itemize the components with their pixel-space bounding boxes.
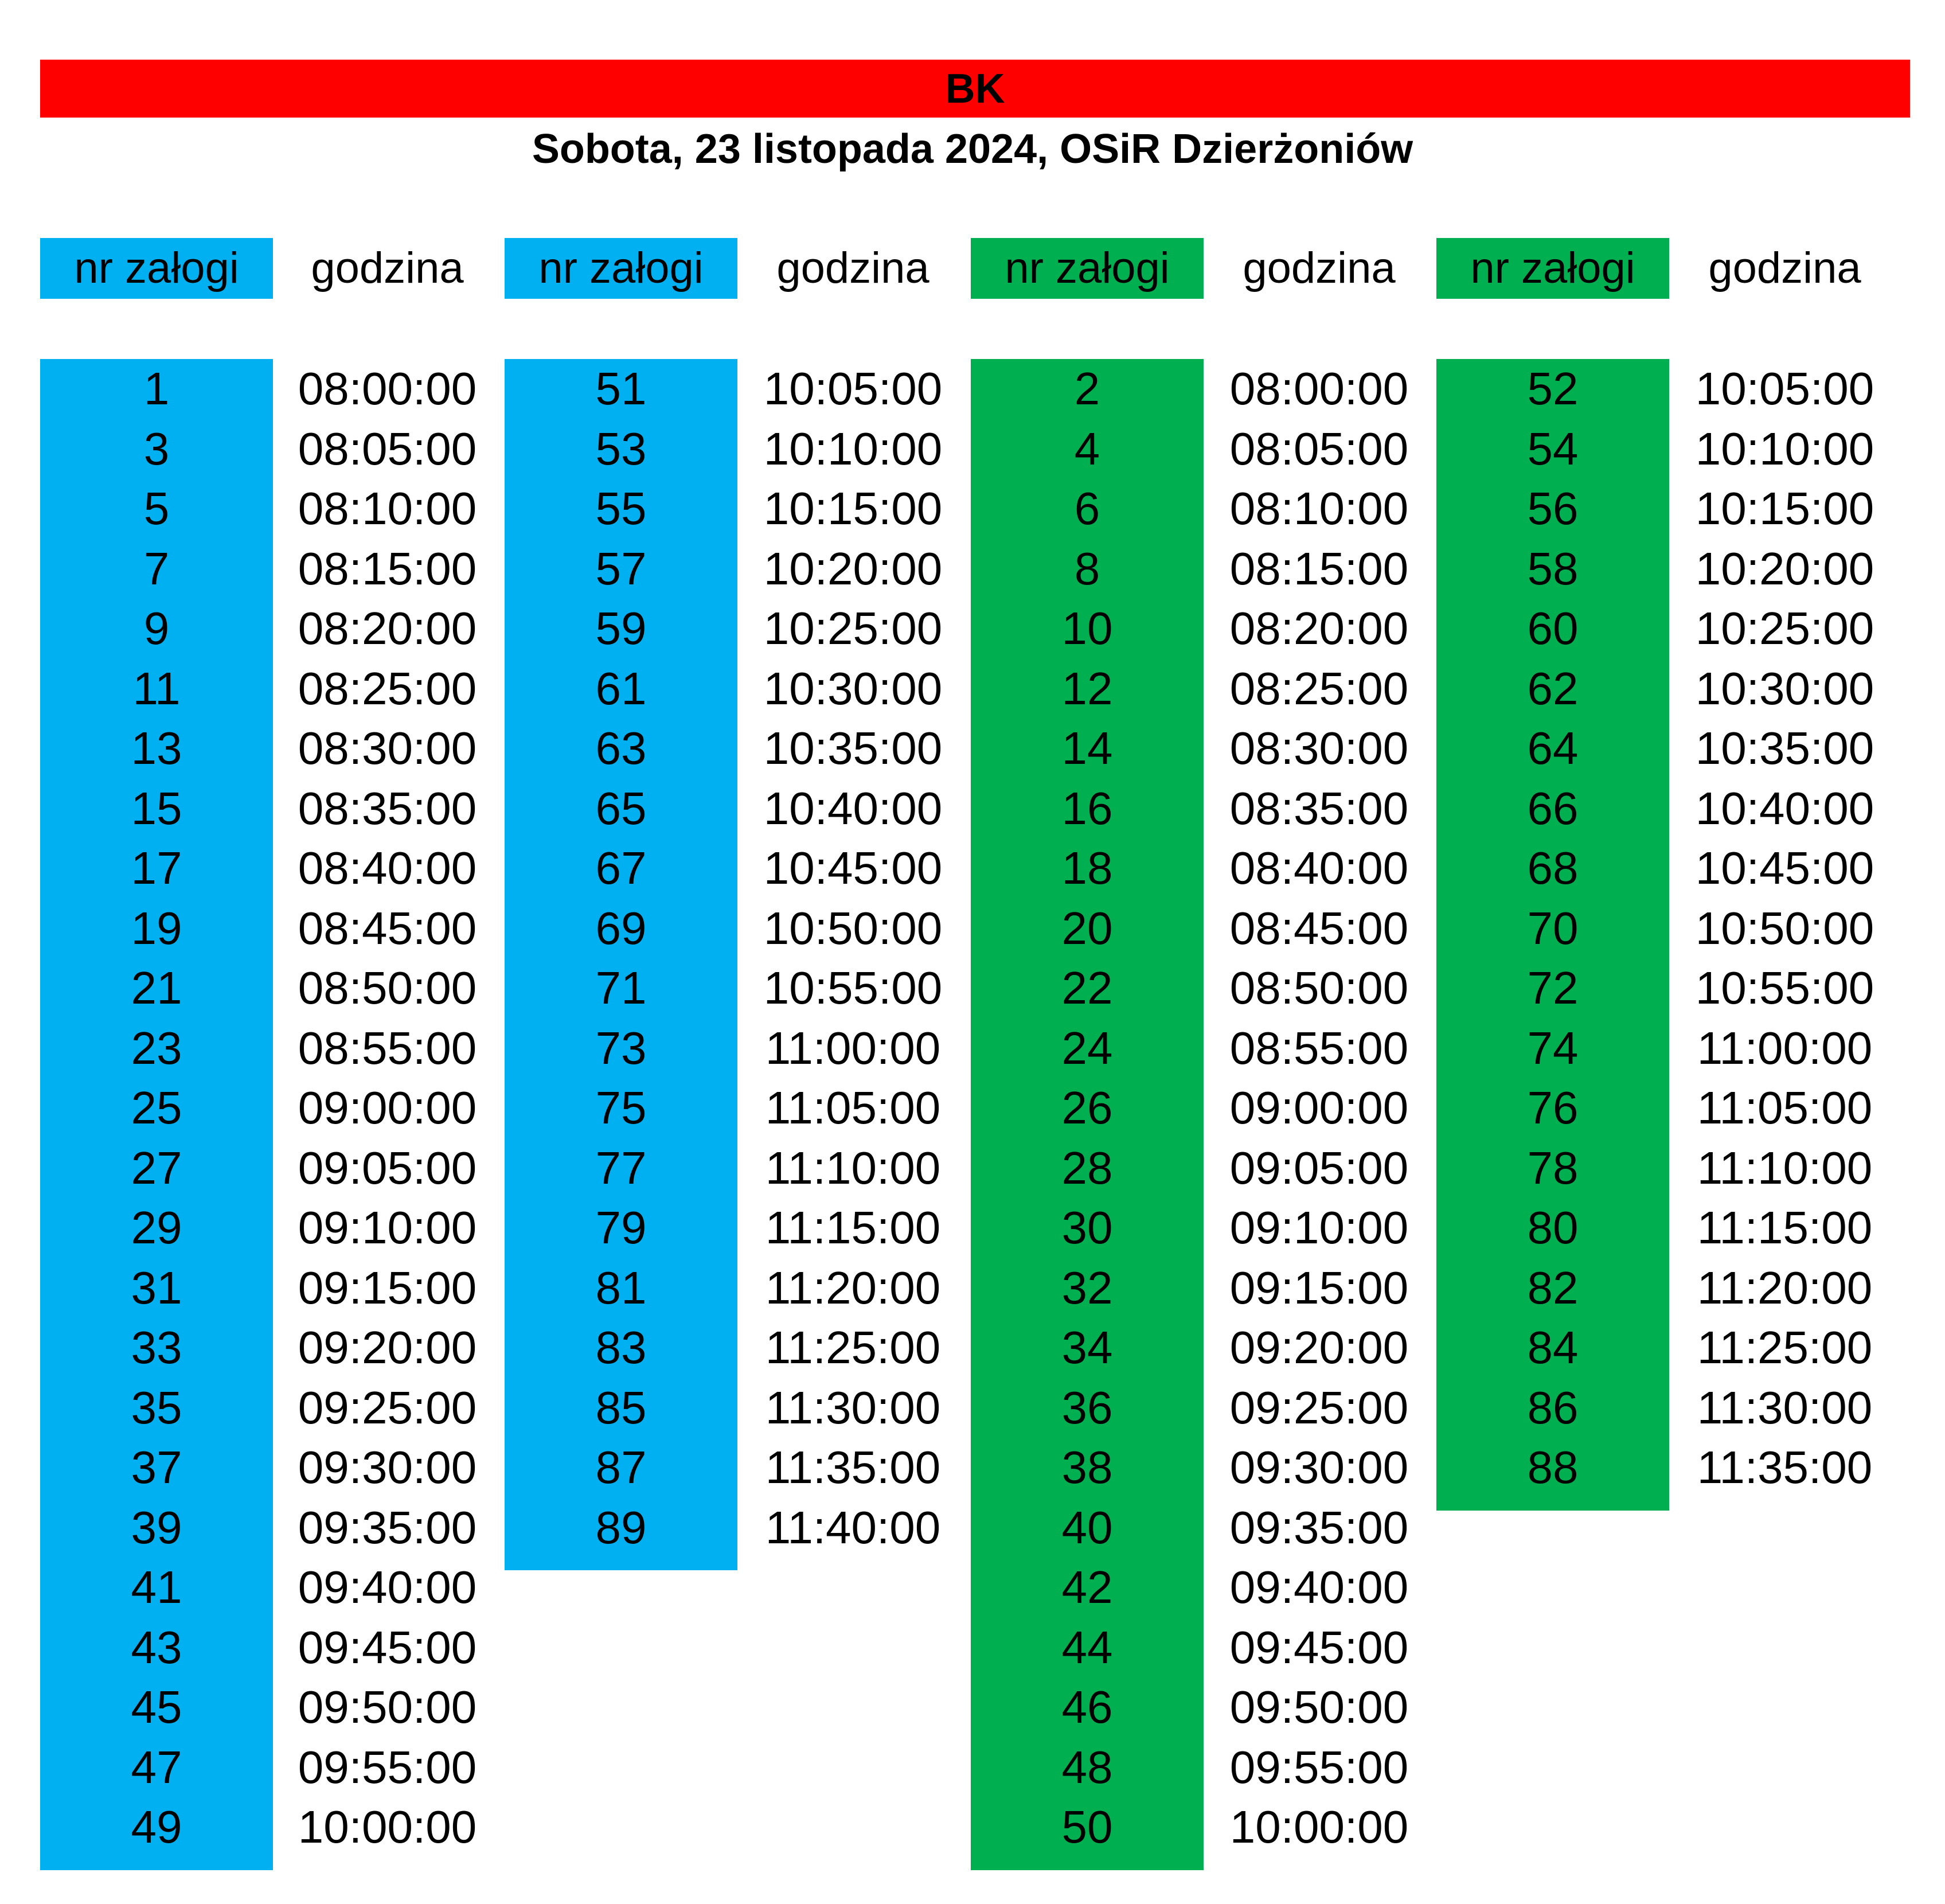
start-time: 08:10:00 <box>298 483 477 534</box>
crew-number: 3 <box>143 423 170 474</box>
crew-number: 83 <box>595 1322 647 1374</box>
crew-number: 8 <box>1074 543 1100 594</box>
crew-number: 27 <box>131 1142 182 1193</box>
start-time: 08:05:00 <box>1229 423 1409 474</box>
crew-number: 86 <box>1527 1382 1579 1433</box>
time-column-body <box>271 359 503 1858</box>
crew-column-header: nr załogi <box>1436 238 1669 299</box>
start-time: 11:15:00 <box>1697 1202 1873 1254</box>
start-time: 08:40:00 <box>1229 842 1409 894</box>
start-time: 10:05:00 <box>1695 363 1874 415</box>
time-column-header: godzina <box>311 244 464 292</box>
crew-number: 30 <box>1061 1202 1113 1254</box>
start-time: 08:50:00 <box>298 962 477 1014</box>
start-time: 10:15:00 <box>763 483 943 534</box>
start-time: 09:50:00 <box>298 1681 477 1733</box>
crew-number: 66 <box>1527 782 1579 834</box>
start-time: 08:40:00 <box>298 842 477 894</box>
crew-number: 13 <box>131 723 182 774</box>
crew-number: 38 <box>1061 1442 1113 1493</box>
start-time: 10:00:00 <box>298 1801 477 1853</box>
crew-number: 19 <box>131 902 182 954</box>
start-time: 10:10:00 <box>1695 423 1874 474</box>
crew-number: 33 <box>131 1322 182 1374</box>
crew-number: 61 <box>595 662 647 714</box>
crew-number: 37 <box>131 1442 182 1493</box>
start-time: 10:20:00 <box>1695 543 1874 594</box>
crew-number: 62 <box>1527 662 1579 714</box>
crew-number: 16 <box>1061 782 1113 834</box>
crew-number: 59 <box>595 603 647 654</box>
start-time: 08:30:00 <box>298 723 477 774</box>
start-time: 10:55:00 <box>1695 962 1874 1014</box>
start-time: 09:25:00 <box>1229 1382 1409 1433</box>
crew-number: 77 <box>595 1142 647 1193</box>
time-column-body <box>737 359 969 1558</box>
start-time: 10:40:00 <box>763 782 943 834</box>
start-time: 09:55:00 <box>298 1741 477 1793</box>
start-time: 10:45:00 <box>763 842 943 894</box>
crew-number: 36 <box>1061 1382 1113 1433</box>
start-time: 09:30:00 <box>1229 1442 1409 1493</box>
crew-number: 63 <box>595 723 647 774</box>
crew-number: 69 <box>595 902 647 954</box>
crew-number: 28 <box>1061 1142 1113 1193</box>
crew-number: 5 <box>143 483 170 534</box>
crew-number: 18 <box>1061 842 1113 894</box>
start-time: 08:35:00 <box>298 782 477 834</box>
start-time: 11:05:00 <box>765 1082 941 1134</box>
time-column-body <box>1203 359 1435 1858</box>
start-time: 11:05:00 <box>1697 1082 1873 1134</box>
start-time: 11:00:00 <box>765 1022 941 1074</box>
start-time: 10:55:00 <box>763 962 943 1014</box>
start-time: 09:55:00 <box>1229 1741 1409 1793</box>
start-time: 10:25:00 <box>763 603 943 654</box>
crew-number: 72 <box>1527 962 1579 1014</box>
crew-number: 79 <box>595 1202 647 1254</box>
start-time: 08:10:00 <box>1229 483 1409 534</box>
start-time: 09:15:00 <box>1229 1262 1409 1313</box>
crew-number: 44 <box>1061 1621 1113 1673</box>
crew-number: 50 <box>1061 1801 1113 1853</box>
crew-number: 65 <box>595 782 647 834</box>
crew-number: 47 <box>131 1741 182 1793</box>
crew-number: 84 <box>1527 1322 1579 1374</box>
start-time: 11:20:00 <box>1697 1262 1873 1313</box>
crew-number: 40 <box>1061 1501 1113 1553</box>
start-time: 09:00:00 <box>298 1082 477 1134</box>
start-time: 08:55:00 <box>1229 1022 1409 1074</box>
crew-number: 1 <box>143 363 170 415</box>
start-time: 11:25:00 <box>1697 1322 1873 1374</box>
crew-number: 23 <box>131 1022 182 1074</box>
crew-number: 52 <box>1527 363 1579 415</box>
start-time: 08:00:00 <box>1229 363 1409 415</box>
crew-number: 85 <box>595 1382 647 1433</box>
crew-number: 64 <box>1527 723 1579 774</box>
crew-column-body <box>1436 359 1669 1511</box>
start-time: 10:05:00 <box>763 363 943 415</box>
crew-number: 29 <box>131 1202 182 1254</box>
crew-number: 74 <box>1527 1022 1579 1074</box>
crew-number: 46 <box>1061 1681 1113 1733</box>
crew-column-header: nr załogi <box>971 238 1204 299</box>
start-time: 10:30:00 <box>1695 662 1874 714</box>
crew-number: 67 <box>595 842 647 894</box>
start-time: 11:00:00 <box>1697 1022 1873 1074</box>
crew-number: 31 <box>131 1262 182 1313</box>
crew-column-header: nr załogi <box>505 238 737 299</box>
crew-number: 15 <box>131 782 182 834</box>
crew-number: 25 <box>131 1082 182 1134</box>
crew-number: 22 <box>1061 962 1113 1014</box>
start-time: 10:35:00 <box>1695 723 1874 774</box>
start-time: 08:50:00 <box>1229 962 1409 1014</box>
time-column-header: godzina <box>1243 244 1396 292</box>
start-time: 09:40:00 <box>298 1562 477 1613</box>
start-time: 11:30:00 <box>1697 1382 1873 1433</box>
title-banner <box>40 60 1910 118</box>
start-time: 11:25:00 <box>765 1322 941 1374</box>
crew-number: 60 <box>1527 603 1579 654</box>
crew-number: 51 <box>595 363 647 415</box>
time-column-header: godzina <box>776 244 929 292</box>
start-time: 09:00:00 <box>1229 1082 1409 1134</box>
start-time: 09:30:00 <box>298 1442 477 1493</box>
time-column-header: godzina <box>1708 244 1861 292</box>
crew-column-body <box>40 359 273 1870</box>
crew-number: 41 <box>131 1562 182 1613</box>
start-time: 10:50:00 <box>763 902 943 954</box>
crew-number: 87 <box>595 1442 647 1493</box>
crew-number: 75 <box>595 1082 647 1134</box>
crew-number: 11 <box>132 662 181 714</box>
start-time: 08:45:00 <box>298 902 477 954</box>
start-time: 09:50:00 <box>1229 1681 1409 1733</box>
start-time: 10:00:00 <box>1229 1801 1409 1853</box>
start-time: 09:35:00 <box>1229 1501 1409 1553</box>
crew-number: 78 <box>1527 1142 1579 1193</box>
start-time: 10:25:00 <box>1695 603 1874 654</box>
start-time: 08:05:00 <box>298 423 477 474</box>
crew-number: 9 <box>143 603 170 654</box>
crew-number: 81 <box>595 1262 647 1313</box>
start-time: 10:40:00 <box>1695 782 1874 834</box>
crew-number: 89 <box>595 1501 647 1553</box>
crew-number: 88 <box>1527 1442 1579 1493</box>
crew-column-body <box>505 359 737 1570</box>
start-time: 09:45:00 <box>1229 1621 1409 1673</box>
crew-number: 55 <box>595 483 647 534</box>
start-time: 08:35:00 <box>1229 782 1409 834</box>
crew-number: 82 <box>1527 1262 1579 1313</box>
crew-number: 71 <box>595 962 647 1014</box>
page-title: BK <box>945 65 1005 112</box>
crew-number: 26 <box>1061 1082 1113 1134</box>
start-time: 11:15:00 <box>765 1202 941 1254</box>
crew-number: 2 <box>1074 363 1100 415</box>
start-time: 09:25:00 <box>298 1382 477 1433</box>
event-subtitle: Sobota, 23 listopada 2024, OSiR Dzierżoniów <box>532 126 1413 172</box>
start-time: 10:30:00 <box>763 662 943 714</box>
crew-column-header: nr załogi <box>40 238 273 299</box>
start-time: 10:45:00 <box>1695 842 1874 894</box>
start-time: 11:20:00 <box>765 1262 941 1313</box>
start-time: 09:05:00 <box>1229 1142 1409 1193</box>
start-time: 08:20:00 <box>1229 603 1409 654</box>
start-time: 08:00:00 <box>298 363 477 415</box>
crew-number: 21 <box>131 962 182 1014</box>
start-time: 08:15:00 <box>1229 543 1409 594</box>
crew-number: 43 <box>131 1621 182 1673</box>
start-time: 09:20:00 <box>1229 1322 1409 1374</box>
start-time: 08:30:00 <box>1229 723 1409 774</box>
start-time: 11:40:00 <box>765 1501 941 1553</box>
crew-number: 7 <box>143 543 170 594</box>
start-time: 09:20:00 <box>298 1322 477 1374</box>
crew-number: 68 <box>1527 842 1579 894</box>
start-time: 08:15:00 <box>298 543 477 594</box>
start-time: 09:35:00 <box>298 1501 477 1553</box>
crew-number: 39 <box>131 1501 182 1553</box>
crew-number: 32 <box>1061 1262 1113 1313</box>
start-time: 09:10:00 <box>1229 1202 1409 1254</box>
start-time: 10:15:00 <box>1695 483 1874 534</box>
start-time: 08:25:00 <box>298 662 477 714</box>
start-time: 08:45:00 <box>1229 902 1409 954</box>
time-column-body <box>1669 359 1901 1498</box>
crew-number: 56 <box>1527 483 1579 534</box>
start-time: 10:50:00 <box>1695 902 1874 954</box>
crew-number: 73 <box>595 1022 647 1074</box>
crew-number: 20 <box>1061 902 1113 954</box>
crew-number: 54 <box>1527 423 1579 474</box>
crew-number: 70 <box>1527 902 1579 954</box>
start-time: 11:10:00 <box>765 1142 941 1193</box>
crew-number: 34 <box>1061 1322 1113 1374</box>
crew-number: 10 <box>1061 603 1113 654</box>
start-time: 08:55:00 <box>298 1022 477 1074</box>
crew-number: 49 <box>131 1801 182 1853</box>
start-time: 11:35:00 <box>1697 1442 1873 1493</box>
crew-number: 53 <box>595 423 647 474</box>
crew-column-body <box>971 359 1204 1870</box>
crew-number: 4 <box>1074 423 1100 474</box>
start-time: 08:25:00 <box>1229 662 1409 714</box>
crew-number: 48 <box>1061 1741 1113 1793</box>
crew-number: 17 <box>131 842 182 894</box>
crew-number: 76 <box>1527 1082 1579 1134</box>
start-time: 10:10:00 <box>763 423 943 474</box>
start-time: 09:15:00 <box>298 1262 477 1313</box>
crew-number: 35 <box>131 1382 182 1433</box>
start-time: 09:05:00 <box>298 1142 477 1193</box>
crew-number: 42 <box>1061 1562 1113 1613</box>
crew-number: 45 <box>131 1681 182 1733</box>
start-time: 09:45:00 <box>298 1621 477 1673</box>
crew-number: 6 <box>1074 483 1100 534</box>
crew-number: 12 <box>1061 662 1113 714</box>
start-time: 10:35:00 <box>763 723 943 774</box>
start-time: 11:35:00 <box>765 1442 941 1493</box>
start-time: 11:30:00 <box>765 1382 941 1433</box>
crew-number: 24 <box>1061 1022 1113 1074</box>
start-time: 08:20:00 <box>298 603 477 654</box>
start-time: 09:40:00 <box>1229 1562 1409 1613</box>
start-time: 10:20:00 <box>763 543 943 594</box>
start-time: 09:10:00 <box>298 1202 477 1254</box>
crew-number: 14 <box>1061 723 1113 774</box>
crew-number: 58 <box>1527 543 1579 594</box>
crew-number: 57 <box>595 543 647 594</box>
crew-number: 80 <box>1527 1202 1579 1254</box>
start-time: 11:10:00 <box>1697 1142 1873 1193</box>
